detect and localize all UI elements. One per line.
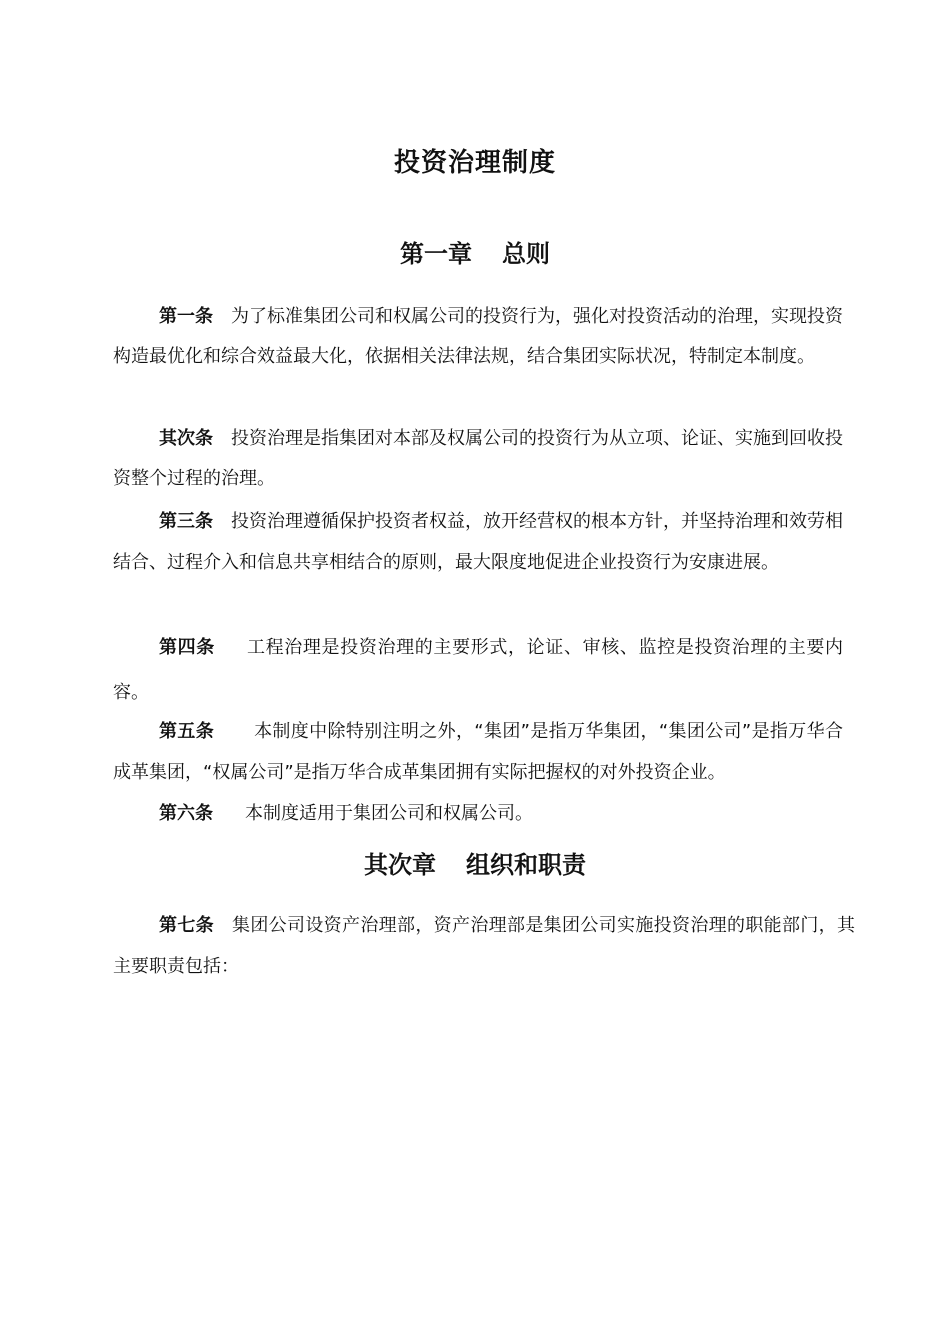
article-6 bbox=[113, 797, 843, 831]
article-text: 工程治理是投资治理的主要形式，论证、审核、监控是投资治理的主要内容。 bbox=[113, 637, 844, 703]
document-title: 投资治理制度 bbox=[393, 148, 556, 178]
article-text: 本制度适用于集团公司和权属公司。 bbox=[245, 803, 533, 824]
article-text: 投资治理遵循保护投资者权益，放开经营权的根本方针，并坚持治理和效劳相结合、过程介入和信息共享相结合的原则，最大限度地促进企业投资行为安康进展。 bbox=[113, 511, 843, 573]
article-number: 第六条 bbox=[159, 803, 213, 824]
chapter-number: 其次章 bbox=[364, 851, 436, 879]
chapter-name: 总则 bbox=[502, 240, 550, 268]
article-7 bbox=[113, 905, 855, 987]
article-3 bbox=[113, 501, 843, 583]
article-number: 第四条 bbox=[159, 637, 215, 658]
article-2 bbox=[113, 419, 843, 499]
article-text: 投资治理是指集团对本部及权属公司的投资行为从立项、论证、实施到回收投资整个过程的治理。 bbox=[113, 428, 843, 489]
chapter-number: 第一章 bbox=[400, 240, 472, 268]
article-text: 本制度中除特别注明之外，“集团”是指万华集团，“集团公司”是指万华合成革集团，“权属公司”是指万华合成革集团拥有实际把握权的对外投资企业。 bbox=[113, 721, 843, 783]
article-number: 第一条 bbox=[159, 306, 213, 327]
article-1 bbox=[113, 297, 843, 377]
article-text: 集团公司设资产治理部，资产治理部是集团公司实施投资治理的职能部门，其主要职责包括： bbox=[113, 915, 855, 977]
article-number: 第七条 bbox=[159, 915, 214, 936]
article-5 bbox=[113, 711, 843, 793]
article-number: 其次条 bbox=[159, 428, 213, 449]
chapter-heading-2 bbox=[0, 849, 950, 881]
chapter-name: 组织和职责 bbox=[466, 851, 586, 879]
article-4 bbox=[113, 625, 843, 715]
article-number: 第五条 bbox=[159, 721, 215, 742]
chapter-heading-1 bbox=[0, 238, 950, 270]
article-text: 为了标准集团公司和权属公司的投资行为，强化对投资活动的治理，实现投资构造最优化和综合效益最大化，依据相关法律法规，结合集团实际状况，特制定本制度。 bbox=[113, 306, 843, 367]
article-number: 第三条 bbox=[159, 511, 213, 532]
